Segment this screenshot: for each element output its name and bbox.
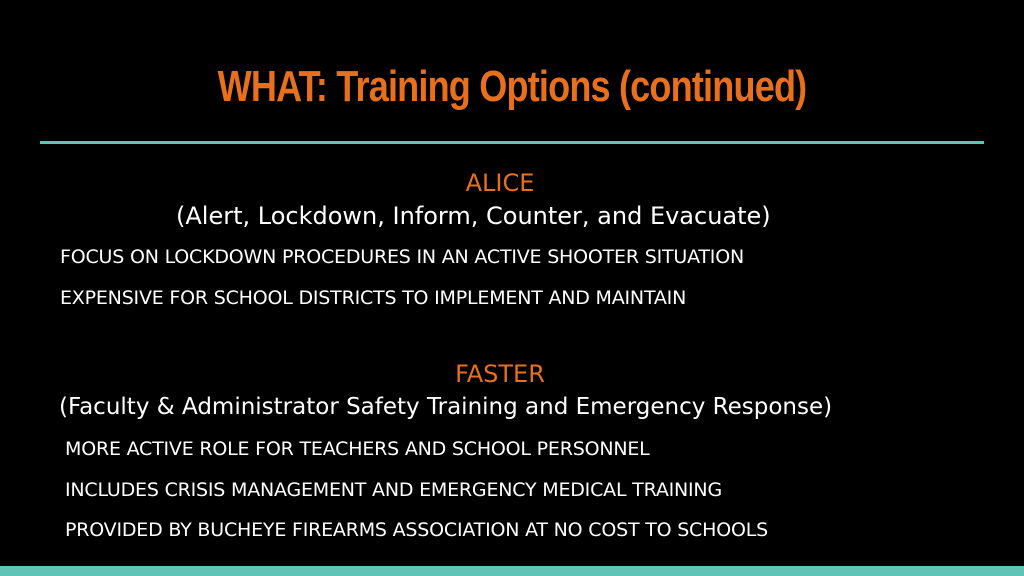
bottom-accent-bar [0,566,1024,576]
faster-subheading: (Faculty & Administrator Safety Training and Emergency Response) [59,394,833,420]
faster-heading: FASTER [455,360,545,388]
slide-title: WHAT: Training Options (continued) [217,62,807,111]
faster-bullet-2: INCLUDES CRISIS MANAGEMENT AND EMERGENCY MEDICAL TRAINING [65,479,722,501]
alice-bullet-2: EXPENSIVE FOR SCHOOL DISTRICTS TO IMPLEMENT AND MAINTAIN [60,287,687,309]
alice-subheading: (Alert, Lockdown, Inform, Counter, and Evacuate) [176,202,771,230]
alice-heading: ALICE [465,169,535,197]
alice-bullet-1: FOCUS ON LOCKDOWN PROCEDURES IN AN ACTIVE SHOOTER SITUATION [60,246,744,268]
title-divider [40,141,984,144]
faster-bullet-1: MORE ACTIVE ROLE FOR TEACHERS AND SCHOOL PERSONNEL [65,438,650,460]
faster-bullet-3: PROVIDED BY BUCHEYE FIREARMS ASSOCIATION AT NO COST TO SCHOOLS [65,519,768,541]
